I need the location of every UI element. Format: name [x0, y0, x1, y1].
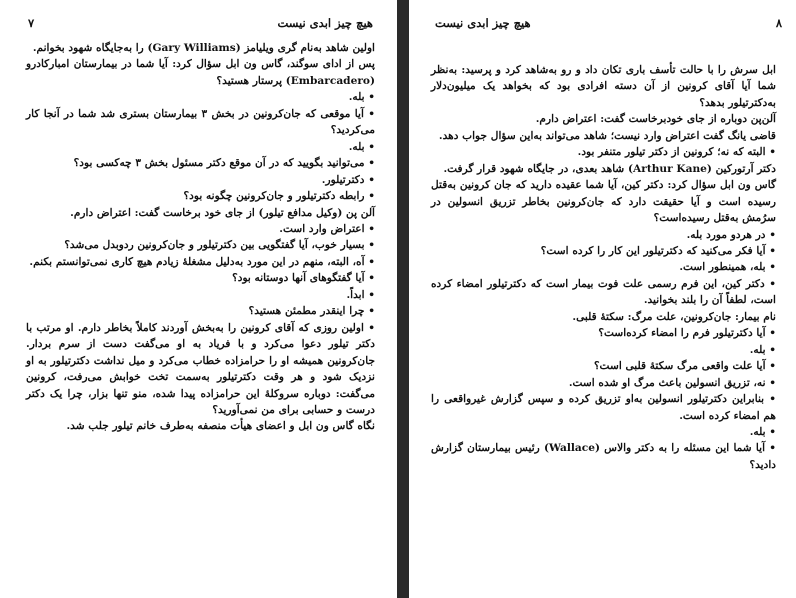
text-line: • بله. [749, 425, 776, 438]
text-line: • بله. [348, 140, 375, 153]
text-line: • بسیار خوب، آیا گفتگویی بین دکترتیلور و جان‌کرونین ردوبدل می‌شد؟ [64, 239, 375, 252]
text-line: • نه، تزریق انسولین باعث مرگ او شده است. [568, 376, 776, 389]
text-line: نگاه گاس ون ابل و اعضای هیأت منصفه به‌طرف خانم تیلور جلب شد. [66, 420, 375, 433]
text-line: • البته که نه؛ کرونین از دکتر تیلور متنفر بود. [577, 146, 776, 159]
text-line: • چرا اینقدر مطمئن هستید؟ [248, 305, 375, 318]
text-line: • دکتر کین، این فرم رسمی علت فوت بیمار است که دکترتیلور امضاء کرده است، لطفاً آن را بلند بخوانید. [431, 277, 776, 307]
book-gutter [397, 0, 409, 598]
text-line: • دکترتیلور. [321, 173, 375, 186]
text-line: • بله. [749, 343, 776, 356]
text-line: دکتر آرتورکین (Arthur Kane) شاهد بعدی، در جایگاه شهود قرار گرفت. [443, 162, 776, 175]
left-page-body [26, 40, 375, 435]
right-page-body [431, 62, 776, 473]
text-line: • رابطه دکترتیلور و جان‌کرونین چگونه بود؟ [183, 190, 375, 203]
text-line: • آیا گفتگوهای آنها دوستانه بود؟ [232, 272, 375, 285]
right-page-number: ۸ [775, 16, 782, 30]
text-line: پس از ادای سوگند، گاس ون ابل سؤال کرد: آیا شما در بیمارستان امبارکادرو (Embarcadero) پرستار هستید؟ [26, 58, 375, 87]
text-line: • اولین روزی که آقای کرونین را به‌بخش آوردند کاملاً بخاطر دارم. او مرتب با دکتر تیلور دعوا می‌کرد و با فریاد به او می‌گفت دست از سرم بردار. جان‌کرونین همیشه او را حرامزاده خطاب می‌کرد و میل نداشت دکترتیلور به او نزدیک شود و هر وقت دکترتیلور به‌سمت تخت خوابش می‌رفت، کرونین می‌گفت: دوباره سروکلهٔ این حرامزاده پیدا شده، منو تنها بزار، چرا یک دکتر درست و حسابی برای من نمی‌آورید؟ [26, 321, 375, 416]
text-line: • آیا دکترتیلور فرم را امضاء کرده‌است؟ [598, 327, 776, 340]
text-line: آلن پن (وکیل مدافع تیلور) از جای خود برخاست گفت: اعتراض دارم. [70, 206, 375, 219]
text-line: • بنابراین دکترتیلور انسولین به‌او تزریق کرده و سپس گزارش غیرواقعی را هم امضاء کرده است. [431, 393, 776, 422]
text-line: نام بیمار: جان‌کرونین، علت مرگ: سکتهٔ قلبی. [572, 310, 776, 323]
right-page-book-title: هیچ چیز ابدی نیست [435, 16, 531, 30]
text-line: • آه، البته، منهم در این مورد به‌دلیل مشغلهٔ زیادم هیچ کاری نمی‌توانستم بکنم. [29, 255, 375, 268]
text-line: قاضی یانگ گفت اعتراض وارد نیست؛ شاهد می‌تواند به‌این سؤال جواب دهد. [438, 129, 776, 142]
text-line: • بله، همینطور است. [679, 261, 776, 274]
text-line: • ابداً. [346, 288, 375, 301]
text-line: ابل سرش را با حالت تأسف باری تکان داد و رو به‌شاهد کرد و پرسید: به‌نظر شما آیا آقای کرونین از آن دسته افرادی بود که بخواهد یک میلیون‌دلار به‌دکترتیلور بدهد؟ [431, 64, 776, 109]
left-page [0, 0, 397, 598]
right-page [409, 0, 796, 598]
left-page-book-title: هیچ چیز ابدی نیست [277, 16, 373, 30]
left-page-number: ۷ [28, 16, 35, 30]
text-line: گاس ون ابل سؤال کرد: دکتر کین، آیا شما عقیده دارید که جان کرونین به‌قتل رسیده است و آیا حقیقت دارد که جان‌کرونین بخاطر تزریق انسولین در سرُمش به‌قتل رسیده‌است؟ [431, 179, 776, 225]
text-line: • بله. [348, 91, 375, 104]
text-line: • اعتراض وارد است. [279, 222, 375, 235]
right-page-header [435, 14, 782, 32]
text-line: • آیا شما این مسئله را به دکتر والاس (Wallace) رئیس بیمارستان گزارش دادید؟ [431, 442, 776, 471]
text-line: • می‌توانید بگویید که در آن موقع دکتر مسئول بخش ۳ چه‌کسی بود؟ [73, 157, 375, 170]
text-line: • در هردو مورد بله. [686, 228, 776, 241]
text-line: • آیا علت واقعی مرگ سکتهٔ قلبی است؟ [593, 360, 776, 373]
text-line: • آیا فکر می‌کنید که دکترتیلور این کار را کرده است؟ [540, 244, 776, 257]
left-page-header [28, 14, 373, 32]
text-line: اولین شاهد به‌نام گری ویلیامز (Gary Williams) را به‌جایگاه شهود بخوانم. [32, 42, 375, 54]
text-line: • آیا موقعی که جان‌کرونین در بخش ۳ بیمارستان بستری شد شما در آنجا کار می‌کردید؟ [26, 107, 375, 137]
text-line: آلن‌پن دوباره از جای خودبرخاست گفت: اعتراض دارم. [535, 113, 776, 126]
